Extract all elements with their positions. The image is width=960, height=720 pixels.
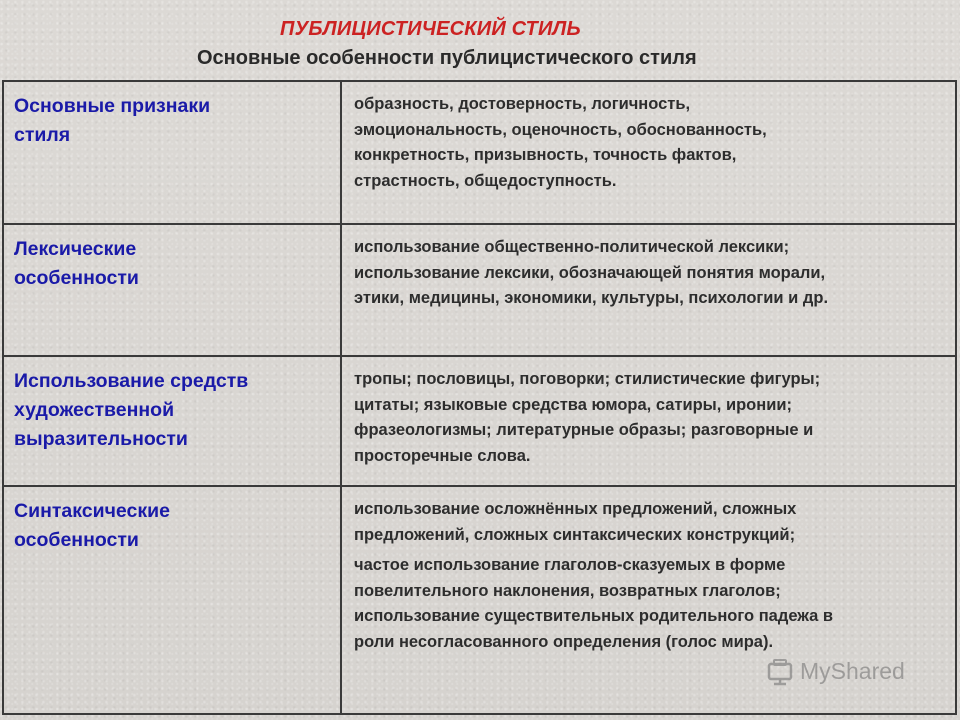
description-paragraph bbox=[354, 92, 945, 194]
row-label-main-features bbox=[3, 81, 341, 224]
description-paragraph bbox=[354, 497, 945, 548]
description-line: эмоциональность, оценочность, обоснованность, bbox=[354, 120, 767, 139]
label-line: выразительности bbox=[14, 428, 188, 450]
description-line: использование осложнённых предложений, сложных bbox=[354, 500, 797, 518]
description-line: использование лексики, обозначающей понятия морали, bbox=[354, 263, 826, 282]
label-line: Использование средств bbox=[14, 370, 249, 392]
description-line: частое использование глаголов-сказуемых в форме bbox=[354, 556, 786, 574]
row-label-expressive-means bbox=[3, 356, 341, 486]
label-line: Синтаксические bbox=[14, 500, 170, 522]
description-line: предложений, сложных синтаксических конструкций; bbox=[354, 525, 796, 544]
description-line: этики, медицины, экономики, культуры, психологии и др. bbox=[354, 289, 829, 307]
table-row bbox=[3, 81, 956, 224]
description-line: тропы; пословицы, поговорки; стилистические фигуры; bbox=[354, 370, 821, 388]
description-paragraph bbox=[354, 553, 945, 655]
description-line: просторечные слова. bbox=[354, 446, 531, 465]
description-line: цитаты; языковые средства юмора, сатиры, иронии; bbox=[354, 395, 792, 414]
slide-title: ПУБЛИЦИСТИЧЕСКИЙ СТИЛЬ bbox=[280, 18, 581, 40]
description-line: страстность, общедоступность. bbox=[354, 171, 617, 190]
label-line: особенности bbox=[14, 529, 139, 551]
label-line: Основные признаки bbox=[14, 95, 211, 117]
description-line: повелительного наклонения, возвратных глаголов; bbox=[354, 581, 781, 600]
description-paragraph bbox=[354, 367, 945, 469]
description-line: использование общественно-политической лексики; bbox=[354, 238, 790, 256]
label-line: художественной bbox=[14, 399, 175, 421]
myshared-watermark bbox=[766, 656, 905, 686]
label-line: особенности bbox=[14, 267, 139, 289]
description-line: использование существительных родительного падежа в bbox=[354, 607, 834, 625]
row-description-expressive-means bbox=[341, 356, 956, 486]
watermark-text: MyShared bbox=[800, 657, 905, 684]
description-line: роли несогласованного определения (голос мира). bbox=[354, 632, 774, 651]
row-description-lexical-features bbox=[341, 224, 956, 356]
description-paragraph bbox=[354, 235, 945, 312]
description-line: конкретность, призывность, точность фактов, bbox=[354, 146, 737, 164]
description-line: фразеологизмы; литературные образы; разговорные и bbox=[354, 421, 814, 439]
slide-subtitle: Основные особенности публицистического стиля bbox=[197, 47, 697, 69]
label-line: стиля bbox=[14, 124, 71, 146]
row-description-main-features bbox=[341, 81, 956, 224]
features-table bbox=[2, 80, 957, 715]
label-line: Лексические bbox=[14, 238, 137, 260]
myshared-logo-icon bbox=[766, 656, 796, 686]
row-label-syntactic-features bbox=[3, 486, 341, 714]
row-label-lexical-features bbox=[3, 224, 341, 356]
description-line: образность, достоверность, логичность, bbox=[354, 95, 691, 113]
table-row bbox=[3, 224, 956, 356]
table-row bbox=[3, 356, 956, 486]
